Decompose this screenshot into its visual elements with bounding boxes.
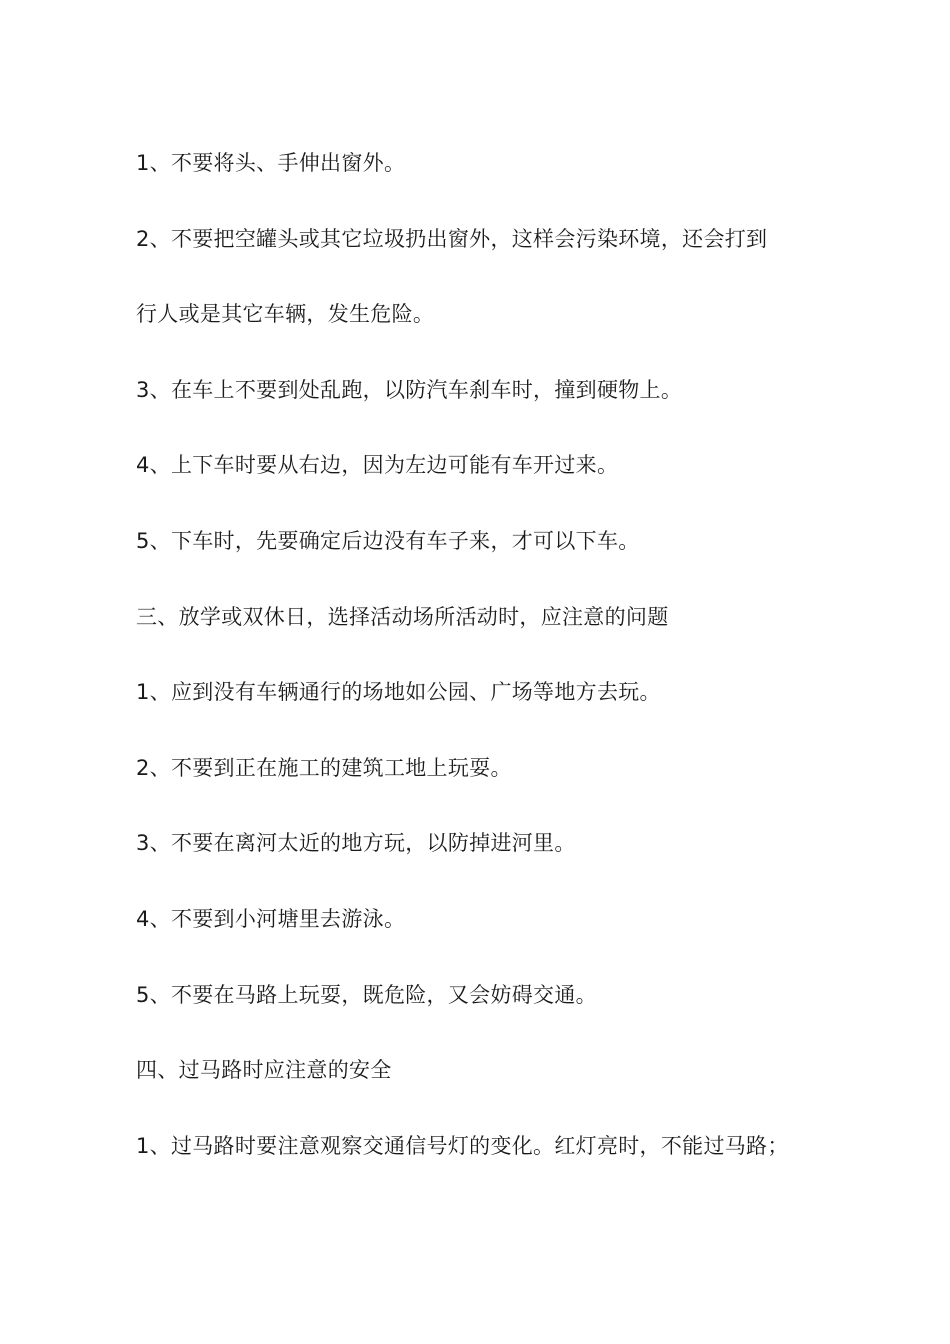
list-item: 5、不要在马路上玩耍，既危险，又会妨碍交通。 [136, 982, 597, 1007]
list-item: 2、不要到正在施工的建筑工地上玩耍。 [136, 755, 512, 780]
list-item: 4、不要到小河塘里去游泳。 [136, 906, 406, 931]
list-item: 3、不要在离河太近的地方玩，以防掉进河里。 [136, 831, 576, 856]
list-item: 5、下车时，先要确定后边没有车子来，才可以下车。 [136, 528, 640, 553]
list-item: 4、上下车时要从右边，因为左边可能有车开过来。 [136, 453, 619, 478]
list-item: 1、过马路时要注意观察交通信号灯的变化。红灯亮时，不能过马路； [136, 1133, 789, 1158]
list-item-continuation: 行人或是其它车辆，发生危险。 [136, 302, 435, 327]
document-body [136, 143, 836, 1201]
list-item: 1、不要将头、手伸出窗外。 [136, 151, 406, 175]
list-item: 2、不要把空罐头或其它垃圾扔出窗外，这样会污染环境，还会打到 [136, 226, 768, 251]
list-item: 3、在车上不要到处乱跑，以防汽车刹车时，撞到硬物上。 [136, 377, 683, 402]
section-heading: 四、过马路时应注意的安全 [136, 1058, 392, 1083]
section-heading: 三、放学或双休日，选择活动场所活动时，应注意的问题 [136, 604, 669, 629]
list-item: 1、应到没有车辆通行的场地如公园、广场等地方去玩。 [136, 680, 661, 705]
